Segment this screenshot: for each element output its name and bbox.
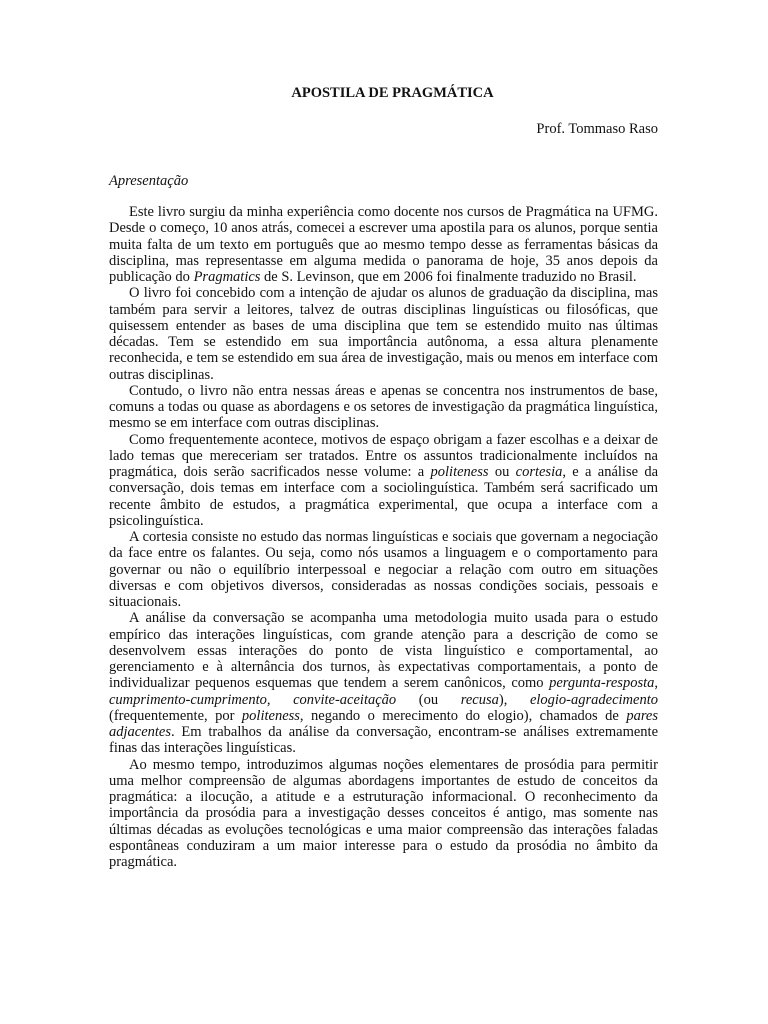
section-heading: Apresentação <box>109 173 189 189</box>
text-run: ), <box>498 691 530 708</box>
paragraph <box>109 757 658 871</box>
italic-text-run: elogio-agradecimento <box>529 691 658 708</box>
italic-text-run: Pragmatics <box>193 269 261 285</box>
text-run: Este livro surgiu da minha experiência como docente nos cursos de Pragmática na UFMG. Desde o começo, 10 anos atrás, comecei a escrever uma apostila para os alunos, porque sentia muita falta de um texto em português que ao mesmo tempo desse as ferramentas básicas da disciplina, mas representasse em alguma medida o panorama de hoje, 35 anos depois da publicação do <box>109 204 658 285</box>
paragraph <box>109 610 658 756</box>
body-text <box>109 204 658 870</box>
paragraph <box>109 204 658 285</box>
italic-text-run: politeness <box>430 464 489 480</box>
italic-text-run: cortesia <box>515 464 563 480</box>
text-run: ou <box>488 464 516 480</box>
text-run: (ou <box>396 691 461 708</box>
paragraph <box>109 432 658 530</box>
italic-text-run: pares adjacentes <box>109 707 658 740</box>
text-run: , <box>266 691 294 708</box>
text-run: de S. Levinson, que em 2006 foi finalmente traduzido no Brasil. <box>260 269 637 285</box>
text-run: A análise da conversação se acompanha uma metodologia muito usada para o estudo empírico das interações linguísticas, com grande atenção para a descrição de como se desenvolvem essas interações do ponto de vista linguístico e comportamental, ao gerenciamento e à alternância dos turnos, às expectativas comportamentais, a ponto de individualizar pequenos esquemas que tendem a serem canônicos, como <box>109 610 658 692</box>
text-run: O livro foi concebido com a intenção de ajudar os alunos de graduação da disciplina, mas também para servir a leitores, talvez de outras disciplinas linguísticas ou filosóficas, que quisessem entender as bases de uma disciplina que tem se estendido muito nas últimas décadas. Tem se estendido em sua importância autônoma, a essa altura plenamente reconhecida, e tem se estendido em sua área de investigação, mais ou menos em interface com outras disciplinas. <box>109 285 658 383</box>
italic-text-run: cumprimento-cumprimento <box>109 691 267 708</box>
text-run: Como frequentemente acontece, motivos de espaço obrigam a fazer escolhas e a deixar de lado temas que mereceriam ser tratados. Entre os assuntos tradicionalmente incluídos na pragmática, dois serão sacrificados nesse volume: a <box>109 431 658 480</box>
text-run: , e a análise da conversação, dois temas em interface com a sociolinguística. Também será sacrificado um recente âmbito de estudos, a pragmática experimental, que ocupa a interface com a psicolinguística. <box>109 464 659 529</box>
italic-text-run: recusa <box>460 691 499 708</box>
text-run: , <box>654 675 658 692</box>
text-run: (frequentemente, por <box>109 707 242 724</box>
text-run: Ao mesmo tempo, introduzimos algumas noções elementares de prosódia para permitir uma melhor compreensão de algumas abordagens importantes de estudo de conceitos da pragmática: a ilocução, a atitude e a estruturação informacional. O reconhecimento da importância da prosódia para a investigação desses conceitos é antigo, mas somente nas últimas décadas as evoluções tecnológicas e uma maior compreensão das interações faladas espontâneas conduziram a um maior interesse para o estudo da prosódia no âmbito da pragmática. <box>109 756 658 870</box>
paragraph <box>109 383 658 432</box>
text-run: A cortesia consiste no estudo das normas linguísticas e sociais que governam a negociação da face entre os falantes. Ou seja, como nós usamos a linguagem e o comportamento para governar ou não o equilíbrio interpessoal e negociar a relação com outro em situações diversas e com objetivos diversos, consideradas as nossas condições sociais, pessoais e situacionais. <box>109 529 658 610</box>
text-run: , negando o merecimento do elogio), chamados de <box>299 707 627 724</box>
italic-text-run: politeness <box>241 707 300 724</box>
paragraph <box>109 529 658 610</box>
document-author: Prof. Tommaso Raso <box>536 121 658 137</box>
document-page <box>109 84 658 870</box>
document-title: APOSTILA DE PRAGMÁTICA <box>291 85 494 101</box>
italic-text-run: pergunta-resposta <box>549 675 655 692</box>
italic-text-run: convite-aceitação <box>293 691 397 708</box>
text-run: . Em trabalhos da análise da conversação, encontram-se análises extremamente finas das interações linguísticas. <box>109 724 658 757</box>
paragraph <box>109 285 658 383</box>
text-run: Contudo, o livro não entra nessas áreas e apenas se concentra nos instrumentos de base, comuns a todas ou quase as abordagens e os setores de investigação da pragmática linguística, mesmo se em interface com outras disciplinas. <box>109 382 658 432</box>
